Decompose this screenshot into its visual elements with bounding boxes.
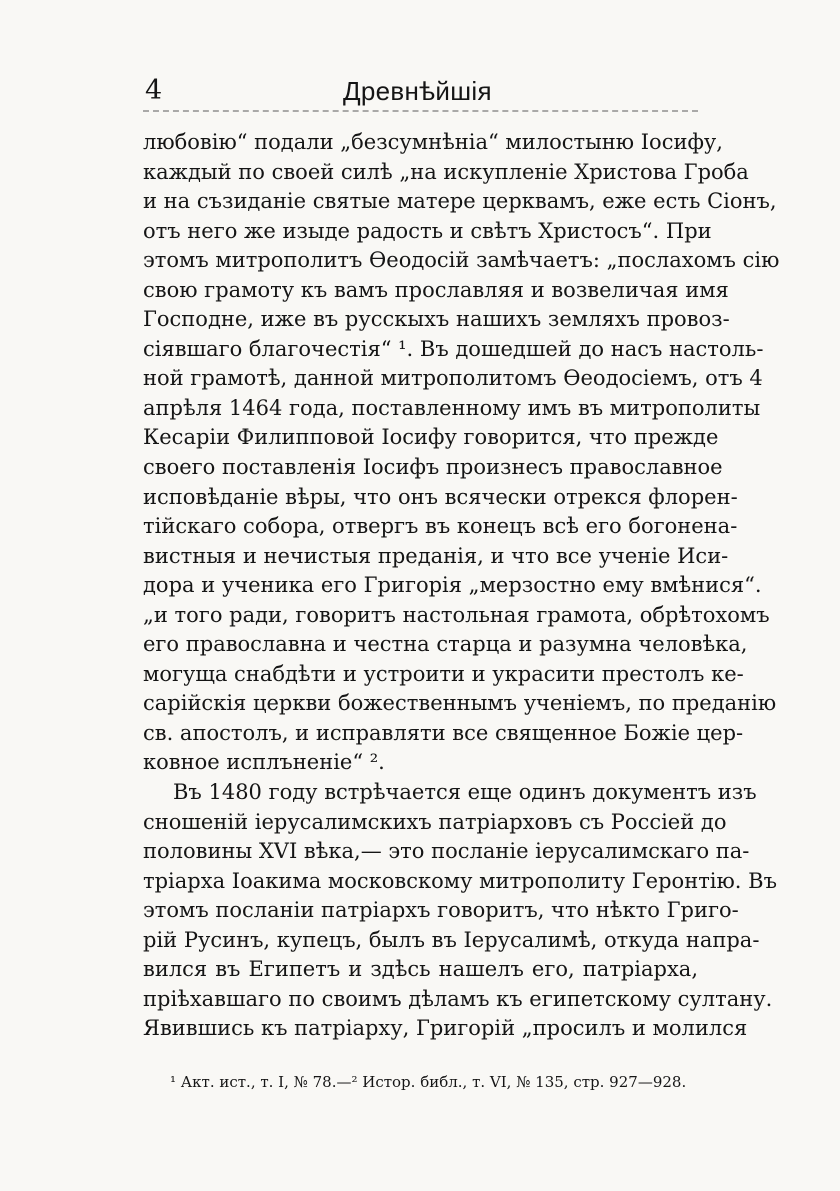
text-line: его православна и честна старца и разумна человѣка, [143, 632, 748, 657]
text-line: апрѣля 1464 года, поставленному имъ въ митрополиты [143, 395, 761, 420]
text-line: своего поставленія Іосифъ произнесъ православное [143, 455, 723, 480]
text-line: вился въ Египетъ и здѣсь нашелъ его, патріарха, [143, 957, 698, 982]
running-title: Древнѣйшія [343, 76, 492, 106]
text-line: половины XVI вѣка,— это посланіе іерусалимскаго па- [143, 839, 750, 864]
text-line: каждый по своей силѣ „на искупленіе Христова Гроба [143, 159, 749, 184]
text-line: сношеній іерусалимскихъ патріарховъ съ Россіей до [143, 809, 727, 834]
text-line: исповѣданіе вѣры, что онъ всячески отрекся флорен- [143, 484, 738, 509]
text-line: св. апостолъ, и исправляти все священное Божіе цер- [143, 720, 744, 745]
text-line: ной грамотѣ, данной митрополитомъ Ѳеодосіемъ, отъ 4 [143, 366, 763, 391]
text-line: дора и ученика его Григорія „мерзостно ему вмѣнися“. [143, 573, 762, 598]
text-line: и на съзиданіе святые матере церквамъ, еже есть Сіонъ, [143, 189, 777, 214]
text-line: ковное исплъненіе“ ². [143, 750, 385, 775]
text-line: тійскаго собора, отвергъ въ конецъ всѣ его богонена- [143, 514, 738, 539]
text-line: Явившись къ патріарху, Григорій „просилъ и молился [143, 1016, 748, 1041]
text-line: сіявшаго благочестія“ ¹. Въ дошедшей до насъ настоль- [143, 336, 764, 361]
text-line: Господне, иже въ русскыхъ нашихъ земляхъ провоз- [143, 307, 730, 332]
text-line: сарійскія церкви божественнымъ ученіемъ, по преданію [143, 691, 777, 716]
text-line: любовію“ подали „безсумнѣніа“ милостыню Іосифу, [143, 130, 723, 154]
page-number: 4 [145, 75, 163, 106]
page-header [143, 74, 698, 110]
footnotes: ¹ Акт. ист., т. I, № 78.—² Истор. библ., т. VI, № 135, стр. 927—928. [170, 1073, 687, 1091]
text-line: этомъ посланіи патріархъ говоритъ, что нѣкто Григо- [143, 898, 739, 923]
body-text [143, 128, 780, 1044]
text-line: могуща снабдѣти и устроити и украсити престолъ ке- [143, 661, 744, 686]
text-line: „и того ради, говоритъ настольная грамота, обрѣтохомъ [143, 602, 770, 627]
header-rule [143, 110, 698, 112]
paragraph-start-line: Въ 1480 году встрѣчается еще одинъ документъ изъ [173, 780, 757, 805]
text-line: отъ него же изыде радость и свѣтъ Христосъ“. При [143, 218, 712, 243]
text-line: тріарха Іоакима московскому митрополиту Геронтію. Въ [143, 868, 777, 893]
text-line: вистныя и нечистыя преданія, и что все ученіе Иси- [143, 543, 729, 568]
text-line: Кесаріи Филипповой Іосифу говорится, что прежде [143, 425, 719, 450]
text-line: пріѣхавшаго по своимъ дѣламъ къ египетскому султану. [143, 986, 773, 1011]
text-line: рій Русинъ, купецъ, былъ въ Іерусалимѣ, откуда напра- [143, 927, 760, 952]
text-line: этомъ митрополитъ Ѳеодосій замѣчаетъ: „послахомъ сію [143, 248, 780, 273]
text-line: свою грамоту къ вамъ прославляя и возвеличая имя [143, 277, 729, 302]
